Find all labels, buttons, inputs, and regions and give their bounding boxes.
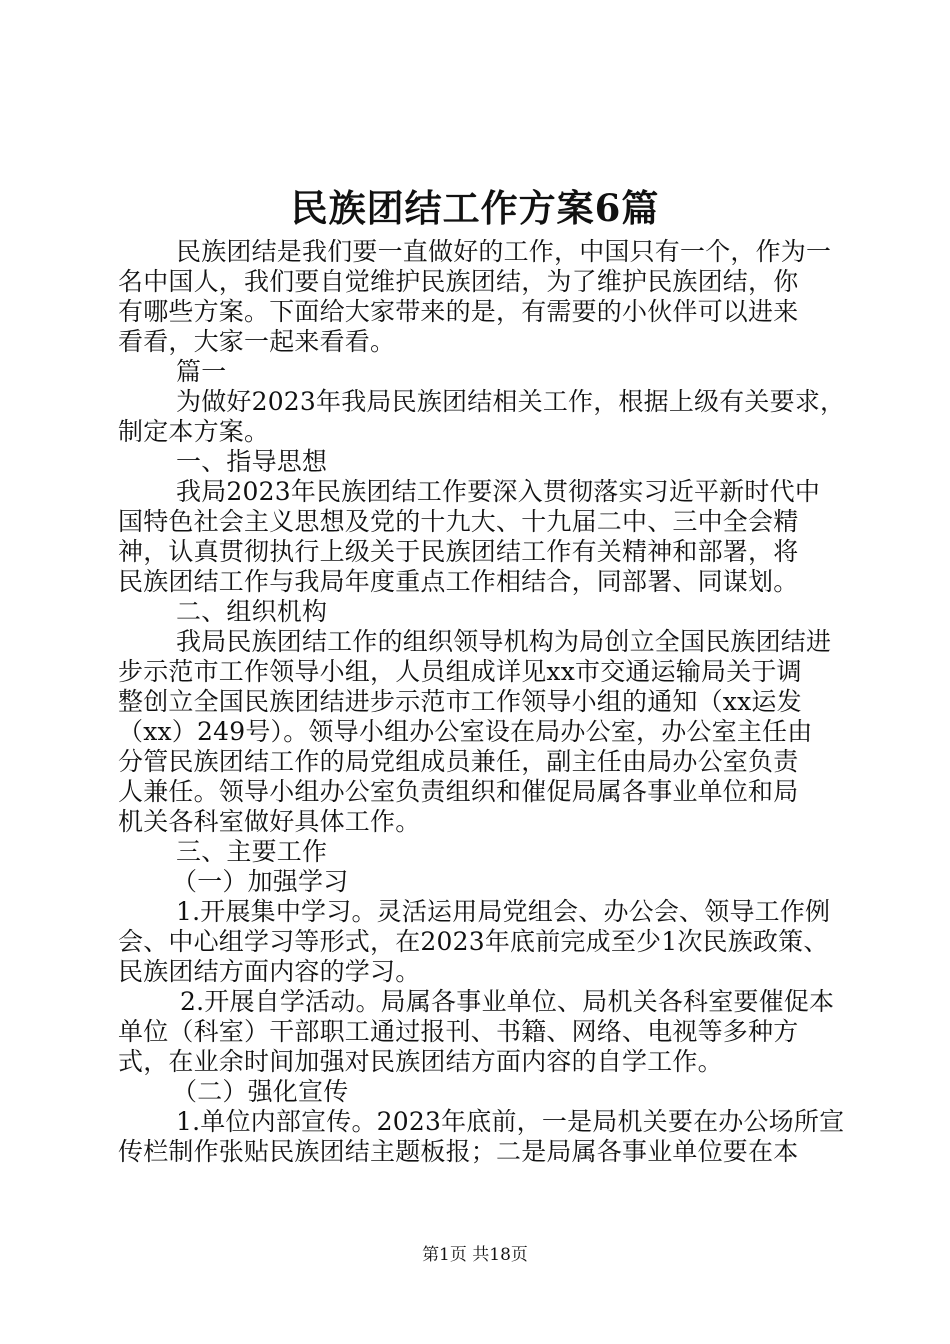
paragraph-line: 看看，大家一起来看看。 <box>118 327 396 356</box>
section-heading: 三、主要工作 <box>176 837 328 866</box>
paragraph-line: 神，认真贯彻执行上级关于民族团结工作有关精神和部署，将 <box>118 537 799 566</box>
paragraph-line: 民族团结工作与我局年度重点工作相结合，同部署、同谋划。 <box>118 567 799 596</box>
paragraph-line: 传栏制作张贴民族团结主题板报；二是局属各事业单位要在本 <box>118 1137 799 1166</box>
paragraph-line: 民族团结是我们要一直做好的工作，中国只有一个，作为一 <box>176 237 832 266</box>
paragraph-line: 会、中心组学习等形式，在2023年底前完成至少1次民族政策、 <box>118 927 829 956</box>
page-indicator: 第1页 共18页 <box>422 1245 528 1265</box>
paragraph-line: 国特色社会主义思想及党的十九大、十九届二中、三中全会精 <box>118 507 799 536</box>
paragraph-line: 2.开展自学活动。局属各事业单位、局机关各科室要催促本 <box>180 987 835 1016</box>
paragraph-line: 有哪些方案。下面给大家带来的是，有需要的小伙伴可以进来 <box>118 297 799 326</box>
paragraph-line: 整创立全国民族团结进步示范市工作领导小组的通知（xx运发 <box>118 687 802 716</box>
paragraph-line: 步示范市工作领导小组，人员组成详见xx市交通运输局关于调 <box>118 657 802 686</box>
paragraph-line: 制定本方案。 <box>118 417 270 446</box>
paragraph-line: 为做好2023年我局民族团结相关工作，根据上级有关要求， <box>176 387 846 416</box>
paragraph-line: 式，在业余时间加强对民族团结方面内容的自学工作。 <box>118 1047 723 1076</box>
paragraph-line: （xx）249号）。领导小组办公室设在局办公室，办公室主任由 <box>118 717 813 746</box>
document-body <box>118 237 846 1167</box>
paragraph-line: 单位（科室）干部职工通过报刊、书籍、网络、电视等多种方 <box>118 1017 799 1046</box>
paragraph-line: 民族团结方面内容的学习。 <box>118 957 421 986</box>
paragraph-line: 1.单位内部宣传。2023年底前，一是局机关要在办公场所宣 <box>176 1107 845 1136</box>
paragraph-line: 我局民族团结工作的组织领导机构为局创立全国民族团结进 <box>176 627 832 656</box>
paragraph-line: 1.开展集中学习。灵活运用局党组会、办公会、领导工作例 <box>176 897 831 926</box>
paragraph-line: 机关各科室做好具体工作。 <box>118 807 421 836</box>
paragraph-line: 名中国人，我们要自觉维护民族团结，为了维护民族团结，你 <box>118 267 799 296</box>
paragraph-line: 我局2023年民族团结工作要深入贯彻落实习近平新时代中 <box>176 477 821 506</box>
paragraph-line: 人兼任。领导小组办公室负责组织和催促局属各事业单位和局 <box>118 777 799 806</box>
paragraph-line: 分管民族团结工作的局党组成员兼任，副主任由局办公室负责 <box>118 747 799 776</box>
document-title: 民族团结工作方案6篇 <box>290 186 660 230</box>
section-heading: 篇一 <box>176 357 227 386</box>
section-heading: 一、指导思想 <box>176 447 328 476</box>
section-heading: 二、组织机构 <box>176 597 328 626</box>
subsection-heading: （二）强化宣传 <box>172 1077 349 1106</box>
subsection-heading: （一）加强学习 <box>172 867 349 896</box>
